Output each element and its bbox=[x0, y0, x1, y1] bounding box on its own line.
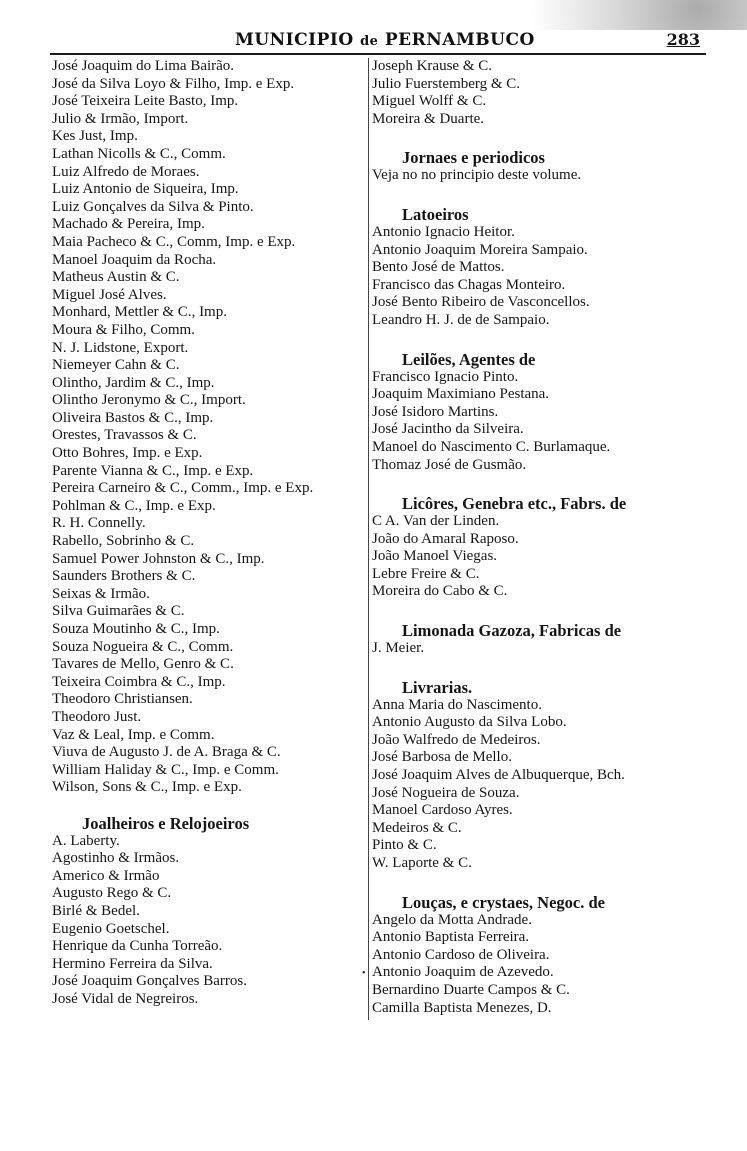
directory-entry: Kes Just, Imp. bbox=[52, 128, 138, 145]
directory-entry: Olintho Jeronymo & C., Import. bbox=[52, 392, 246, 409]
directory-entry: Anna Maria do Nascimento. bbox=[372, 696, 542, 713]
directory-entry: José Teixeira Leite Basto, Imp. bbox=[52, 93, 239, 110]
directory-entry: Silva Guimarães & C. bbox=[52, 603, 185, 620]
directory-entry: Pohlman & C., Imp. e Exp. bbox=[52, 497, 216, 514]
directory-entry: Samuel Power Johnston & C., Imp. bbox=[52, 550, 265, 567]
directory-entry: Thomaz José de Gusmão. bbox=[372, 456, 527, 473]
directory-entry: Otto Bohres, Imp. e Exp. bbox=[52, 445, 203, 462]
directory-entry: Rabello, Sobrinho & C. bbox=[52, 533, 195, 550]
title-de: de bbox=[360, 34, 379, 49]
directory-entry: Parente Vianna & C., Imp. e Exp. bbox=[52, 462, 254, 479]
section-heading: Limonada Gazoza, Fabricas de bbox=[402, 621, 622, 641]
right-column bbox=[368, 58, 717, 1020]
directory-entry: José Joaquim do Lima Bairão. bbox=[52, 58, 235, 74]
directory-entry: Joaquim Maximiano Pestana. bbox=[372, 386, 550, 403]
directory-entry: J. Meier. bbox=[372, 640, 425, 657]
section-heading: Jornaes e periodicos bbox=[402, 148, 545, 168]
directory-entry: João do Amaral Raposo. bbox=[372, 530, 519, 547]
section-gap bbox=[372, 873, 717, 894]
directory-entry: Veja no no principio deste volume. bbox=[372, 167, 582, 184]
directory-entry: Bernardino Duarte Campos & C. bbox=[372, 981, 570, 998]
directory-entry: Vaz & Leal, Imp. e Comm. bbox=[52, 726, 215, 743]
directory-entry: João Walfredo de Medeiros. bbox=[372, 731, 541, 748]
print-mark: • bbox=[362, 968, 366, 979]
left-column bbox=[52, 58, 364, 1008]
directory-entry: José Bento Ribeiro de Vasconcellos. bbox=[372, 294, 590, 311]
directory-entry: Eugenio Goetschel. bbox=[52, 920, 170, 937]
directory-entry: Souza Moutinho & C., Imp. bbox=[52, 621, 220, 637]
directory-entry: Machado & Pereira, Imp. bbox=[52, 216, 205, 233]
directory-entry: W. Laporte & C. bbox=[372, 855, 472, 871]
directory-entry: Angelo da Motta Andrade. bbox=[372, 911, 532, 928]
directory-entry: Antonio Baptista Ferreira. bbox=[372, 929, 530, 946]
directory-entry: José Jacintho da Silveira. bbox=[372, 421, 524, 438]
directory-entry: Lebre Freire & C. bbox=[372, 565, 480, 582]
directory-entry: Manoel Cardoso Ayres. bbox=[372, 802, 513, 819]
section-heading: Joalheiros e Relojoeiros bbox=[82, 813, 250, 833]
section-gap bbox=[372, 128, 717, 149]
directory-entry: Viuva de Augusto J. de A. Braga & C. bbox=[52, 744, 281, 761]
directory-entry: José Isidoro Martins. bbox=[372, 403, 499, 420]
directory-entry: Leandro H. J. de de Sampaio. bbox=[372, 311, 550, 328]
directory-entry: Manoel do Nascimento C. Burlamaque. bbox=[372, 438, 611, 455]
directory-entry: Luiz Antonio de Siqueira, Imp. bbox=[52, 181, 239, 198]
directory-entry: Lathan Nicolls & C., Comm. bbox=[52, 145, 226, 162]
directory-entry: Julio & Irmão, Import. bbox=[52, 110, 189, 127]
directory-entry: José Barbosa de Mello. bbox=[372, 749, 512, 766]
directory-entry: Antonio Joaquim de Azevedo. bbox=[372, 964, 554, 981]
directory-entry: Orestes, Travassos & C. bbox=[52, 427, 197, 444]
directory-entry: Bento José de Mattos. bbox=[372, 259, 505, 276]
directory-entry: José Joaquim Alves de Albuquerque, Bch. bbox=[372, 767, 625, 784]
directory-entry: Moura & Filho, Comm. bbox=[52, 321, 195, 338]
section-gap bbox=[372, 185, 717, 206]
directory-entry: Birlé & Bedel. bbox=[52, 902, 140, 919]
directory-entry: José da Silva Loyo & Filho, Imp. e Exp. bbox=[52, 75, 295, 92]
directory-entry: Tavares de Mello, Genro & C. bbox=[52, 656, 234, 673]
directory-entry: Matheus Austin & C. bbox=[52, 269, 180, 286]
header-rule bbox=[50, 53, 706, 55]
section-heading: Louças, e crystaes, Negoc. de bbox=[402, 892, 605, 912]
directory-entry: Antonio Joaquim Moreira Sampaio. bbox=[372, 241, 588, 258]
directory-entry: Luiz Gonçalves da Silva & Pinto. bbox=[52, 198, 254, 215]
directory-entry: Seixas & Irmão. bbox=[52, 585, 150, 602]
directory-entry: N. J. Lidstone, Export. bbox=[52, 339, 189, 356]
directory-entry: Francisco Ignacio Pinto. bbox=[372, 368, 519, 385]
directory-entry: William Haliday & C., Imp. e Comm. bbox=[52, 761, 279, 778]
running-header bbox=[50, 30, 706, 54]
section-heading: Licôres, Genebra etc., Fabrs. de bbox=[402, 494, 627, 514]
directory-entry: Oliveira Bastos & C., Imp. bbox=[52, 409, 214, 426]
section-heading: Livrarias. bbox=[402, 677, 473, 697]
section-gap bbox=[52, 797, 364, 815]
directory-entry: Saunders Brothers & C. bbox=[52, 568, 196, 585]
directory-entry: Antonio Ignacio Heitor. bbox=[372, 223, 515, 240]
directory-entry: Theodoro Christiansen. bbox=[52, 691, 193, 708]
directory-entry: Agostinho & Irmãos. bbox=[52, 850, 180, 867]
directory-entry: Miguel José Alves. bbox=[52, 286, 167, 303]
section-gap bbox=[372, 601, 717, 622]
directory-entry: Antonio Cardoso de Oliveira. bbox=[372, 946, 550, 963]
directory-entry: João Manoel Viegas. bbox=[372, 548, 498, 565]
directory-entry: Hermino Ferreira da Silva. bbox=[52, 955, 213, 972]
directory-entry: A. Laberty. bbox=[52, 832, 120, 849]
directory-entry: Augusto Rego & C. bbox=[52, 885, 172, 902]
directory-entry: Monhard, Mettler & C., Imp. bbox=[52, 304, 227, 321]
running-title bbox=[235, 30, 535, 50]
directory-entry: Wilson, Sons & C., Imp. e Exp. bbox=[52, 779, 242, 796]
directory-entry: Miguel Wolff & C. bbox=[372, 93, 487, 110]
directory-entry: Medeiros & C. bbox=[372, 819, 462, 836]
directory-entry: Niemeyer Cahn & C. bbox=[52, 357, 180, 374]
directory-entry: Teixeira Coimbra & C., Imp. bbox=[52, 673, 226, 690]
directory-entry: José Nogueira de Souza. bbox=[372, 784, 520, 801]
directory-entry: Pinto & C. bbox=[372, 837, 437, 854]
title-pernambuco: PERNAMBUCO bbox=[384, 30, 535, 50]
section-gap bbox=[372, 658, 717, 679]
directory-entry: Francisco das Chagas Monteiro. bbox=[372, 276, 566, 293]
directory-entry: Manoel Joaquim da Rocha. bbox=[52, 251, 217, 268]
section-gap bbox=[372, 330, 717, 351]
directory-entry: C A. Van der Linden. bbox=[372, 513, 500, 530]
directory-entry: Antonio Augusto da Silva Lobo. bbox=[372, 714, 567, 731]
directory-entry: Moreira & Duarte. bbox=[372, 110, 485, 127]
directory-entry: Joseph Krause & C. bbox=[372, 58, 492, 74]
directory-entry: Pereira Carneiro & C., Comm., Imp. e Exp. bbox=[52, 480, 314, 497]
directory-entry: Theodoro Just. bbox=[52, 708, 142, 725]
section-gap bbox=[372, 474, 717, 495]
directory-entry: Souza Nogueira & C., Comm. bbox=[52, 638, 234, 655]
directory-entry: R. H. Connelly. bbox=[52, 515, 146, 532]
directory-entry: Olintho, Jardim & C., Imp. bbox=[52, 374, 215, 391]
directory-entry: Americo & Irmão bbox=[52, 867, 160, 884]
directory-entry: Maia Pacheco & C., Comm, Imp. e Exp. bbox=[52, 233, 296, 250]
directory-entry: Camilla Baptista Menezes, D. bbox=[372, 999, 552, 1016]
directory-entry: Julio Fuerstemberg & C. bbox=[372, 75, 521, 92]
directory-entry: Luiz Alfredo de Moraes. bbox=[52, 163, 200, 180]
title-municipio: MUNICIPIO bbox=[235, 30, 354, 50]
directory-entry: José Joaquim Gonçalves Barros. bbox=[52, 973, 247, 990]
section-heading: Latoeiros bbox=[402, 204, 469, 224]
scan-noise bbox=[420, 0, 747, 30]
directory-entry: José Vidal de Negreiros. bbox=[52, 990, 199, 1007]
directory-entry: Henrique da Cunha Torreão. bbox=[52, 938, 223, 955]
directory-entry: Moreira do Cabo & C. bbox=[372, 583, 508, 600]
page-number: 283 bbox=[666, 30, 700, 49]
section-heading: Leilões, Agentes de bbox=[402, 349, 536, 369]
